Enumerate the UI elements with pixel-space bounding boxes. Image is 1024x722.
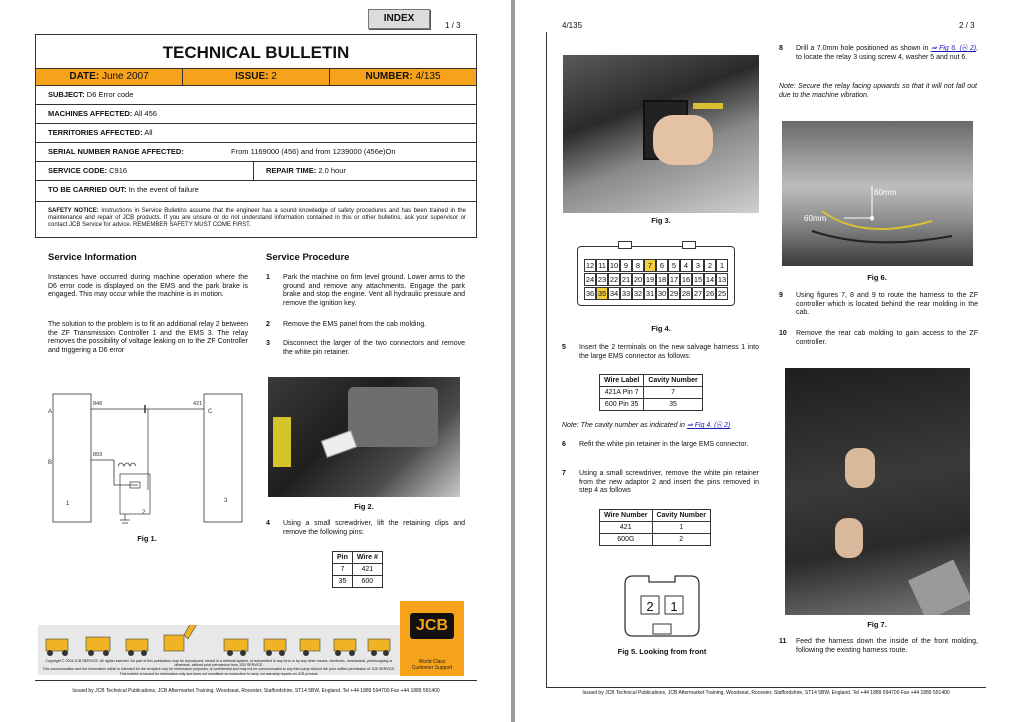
wire-421: 421 — [193, 401, 203, 407]
connector-cavity: 12 — [585, 261, 595, 270]
connector-cavity: 8 — [632, 259, 644, 272]
wire-table-1: Wire Label Cavity Number 421A Pin 7 7 600 Pin 35 35 — [599, 374, 703, 411]
connector-cavity: 33 — [621, 289, 631, 298]
connector-cavity: 28 — [681, 289, 691, 298]
fig1-num-1: 1 — [66, 501, 70, 507]
wire-848: 848 — [93, 401, 103, 407]
fig5-caption: Fig 5. Looking from front — [617, 647, 707, 656]
fig1-label-a: A — [48, 409, 53, 415]
fig4-connector — [577, 246, 735, 306]
connector-cavity: 24 — [585, 275, 595, 284]
bulletin-header-box — [35, 34, 477, 238]
connector-cavity: 7 — [644, 259, 656, 272]
connector-cavity: 31 — [645, 289, 655, 298]
bulletin-title: TECHNICAL BULLETIN — [162, 43, 350, 62]
fig3-caption: Fig 3. — [651, 216, 671, 225]
step-text: Remove the EMS panel from the cab molding. — [283, 321, 427, 328]
connector-cavity: 36 — [585, 289, 595, 298]
connector-cavity: 34 — [609, 289, 619, 298]
connector-row-bottom — [582, 287, 730, 301]
date-cell: DATE: June 2007 — [36, 69, 183, 85]
connector-cavity: 6 — [656, 259, 668, 272]
fig4-link[interactable]: ⇒ Fig 4. (⎘ 2) — [686, 422, 731, 429]
fig5-pin-1: 1 — [670, 599, 678, 614]
bulletin-meta-row — [36, 68, 476, 86]
page2-footer: Issued by JCB Technical Publications, JCB Aftermarket Training, Woodseat, Rocester, Staffordshire, ST14 5BW, England. Tel +44 1889 594700 Fax +44 1889 591400 — [582, 690, 950, 696]
footer-rule — [35, 680, 477, 681]
fig7-photo — [785, 368, 970, 615]
step-text: Remove the rear cab molding to gain access to the ZF controller. — [796, 330, 978, 346]
page-number: 2 / 3 — [959, 21, 975, 30]
fig1-num-3: 3 — [224, 498, 228, 504]
fig6-photo — [782, 121, 973, 266]
connector-cavity: 27 — [693, 289, 703, 298]
step-text: Disconnect the larger of the two connectors and remove the white pin retainer. — [283, 340, 465, 356]
fig6-caption: Fig 6. — [867, 273, 887, 282]
connector-cavity: 16 — [681, 275, 691, 284]
connector-cavity: 15 — [693, 275, 703, 284]
connector-cavity: 30 — [657, 289, 667, 298]
step-text: Drill a 7.0mm hole positioned as shown in ⇒ Fig 6. (⎘ 2), to locate the relay 3 using screw 4, washer 5 and nut 6. — [796, 45, 978, 61]
connector-cavity: 19 — [645, 275, 655, 284]
fig2-photo — [268, 377, 460, 497]
fig6-dim-horizontal: 60mm — [804, 214, 827, 223]
fig1-caption: Fig 1. — [137, 534, 157, 543]
connector-cavity: 22 — [609, 275, 619, 284]
step-number: 11 — [779, 638, 787, 645]
connector-cavity: 3 — [692, 259, 704, 272]
step-number: 6 — [562, 441, 566, 448]
step-number: 9 — [779, 292, 783, 299]
fig7-caption: Fig 7. — [867, 620, 887, 629]
step-number: 3 — [266, 340, 270, 347]
fig1-wiring-diagram — [48, 390, 248, 530]
page-number: 1 / 3 — [445, 21, 461, 30]
step-number: 4 — [266, 520, 270, 527]
pin-table: Pin Wire # 7 421 35 600 — [332, 551, 383, 588]
fig6-overlay — [782, 121, 973, 266]
step-text: Park the machine on firm level ground. Lower arms to the ground and remove any attachments. Engage the park brake and stop the engine. Vent all hydraulic pressure and remove the ignition key. — [283, 274, 465, 307]
note-relay: Note: Secure the relay facing upwards so that it will not fall out due to the machine vibration. — [779, 83, 977, 99]
fig6-link[interactable]: ⇒ Fig 6. (⎘ 2) — [930, 45, 977, 52]
carried-out-row: TO BE CARRIED OUT: In the event of failure — [36, 181, 476, 202]
connector-cavity: 13 — [717, 275, 727, 284]
jcb-logo-panel — [400, 601, 464, 676]
step-text: Insert the 2 terminals on the new salvage harness 1 into the large EMS connector as follows: — [579, 344, 759, 360]
yellow-trim — [273, 417, 291, 467]
hand-shape — [653, 115, 713, 165]
safety-notice: SAFETY NOTICE: Instructions in Service Bulletins assume that the engineer has a sound knowledge of safety procedures and has been trained in the maintenance and repair of JCB products. If you are unsure or do not understand information contained in this or other bulletins, ask your supervisor or contact JCB Service for advice. REMEMBER SAFETY MUST COME FIRST. — [48, 208, 466, 228]
step-text: Refit the white pin retainer in the large EMS connector. — [579, 441, 749, 448]
jcb-machines-illustration — [38, 625, 400, 659]
step-text: Using figures 7, 8 and 9 to route the harness to the ZF controller which is located behind the rear molding in the cab. — [796, 292, 978, 316]
connector-cavity: 4 — [680, 259, 692, 272]
connector-shape — [321, 430, 357, 458]
territories-row: TERRITORIES AFFECTED: All — [36, 124, 476, 143]
page1-footer: Issued by JCB Technical Publications, JCB Aftermarket Training, Woodseat, Rocester, Staffordshire, ST14 5BW, England. Tel +44 1889 594700 Fax +44 1889 591400 — [72, 688, 440, 694]
machine-strip — [38, 625, 400, 675]
connector-row-top — [582, 259, 730, 273]
service-code-row: SERVICE CODE: C916 REPAIR TIME: 2.0 hour — [36, 162, 476, 181]
panel-shape — [348, 387, 438, 447]
service-info-heading: Service Information — [48, 252, 137, 263]
fig6-dim-vertical: 60mm — [874, 188, 897, 197]
service-proc-heading: Service Procedure — [266, 252, 350, 263]
connector-row-mid — [582, 273, 730, 287]
footer-rule — [546, 687, 986, 688]
copyright-text: Copyright © 2004 JCB SERVICE. All rights reserved. No part of this publication may be reproduced, stored in a retrieval system, or transmitted in any form or by any other means, electronic, mechanical, photocopying or otherwise, without prior permission from JCB SERVICE. This communication and the information within is intended for the recipient only for information purposes, is confidential and may not be communicated to any third party without the prior written permission of JCB SERVICE. This bulletin is issued for information only and does not constitute an instruction to carry out warranty repairs on JCB product. — [42, 659, 396, 676]
doc-number: 4/135 — [562, 21, 583, 30]
connector-cavity: 9 — [620, 259, 632, 272]
machines-row: MACHINES AFFECTED: All 456 — [36, 105, 476, 124]
hand-shape — [835, 518, 863, 558]
step-number: 1 — [266, 274, 270, 281]
connector-cavity: 11 — [596, 259, 608, 272]
jcb-tagline-1: World Class — [418, 659, 446, 665]
index-button[interactable]: INDEX — [368, 9, 430, 29]
service-info-p1: Instances have occurred during machine operation where the D6 error code is displayed on the EMS and the park brake is engaged. This may occur while the machine is in motion. — [48, 274, 248, 298]
fig4-caption: Fig 4. — [651, 324, 671, 333]
service-info-p2: The solution to the problem is to fit an additional relay 2 between the ZF Transmission Controller 1 and the EMS 3. The relay removes the possibility of voltage leaking on to the ZF Controller and triggering a D6 error — [48, 321, 249, 354]
connector-cavity: 18 — [657, 275, 667, 284]
connector-cavity: 5 — [668, 259, 680, 272]
step-text: Using a small screwdriver, remove the white pin retainer from the new adaptor 2 and insert the pins removed in step 4 as follows — [579, 470, 759, 494]
step-number: 5 — [562, 344, 566, 351]
connector-cavity: 23 — [597, 275, 607, 284]
connector-cavity: 1 — [716, 259, 728, 272]
connector-cavity: 20 — [633, 275, 643, 284]
fig1-label-b: B — [48, 460, 53, 466]
step-number: 2 — [266, 321, 270, 328]
step-text: Using a small screwdriver, lift the retaining clips and remove the following pins: — [283, 520, 465, 536]
hand-shape — [845, 448, 875, 488]
connector-cavity: 10 — [609, 261, 619, 270]
step-number: 10 — [779, 330, 787, 337]
page-1 — [0, 0, 511, 722]
step-number: 7 — [562, 470, 566, 477]
zf-controller-box — [53, 394, 91, 522]
connector-cavity: 17 — [669, 275, 679, 284]
left-margin-rule — [546, 32, 547, 687]
serial-row: SERIAL NUMBER RANGE AFFECTED: From 1169000 (456) and from 1239000 (456e)On — [36, 143, 476, 162]
note-cavity: Note: The cavity number as indicated in ⇒ Fig 4. (⎘ 2) — [562, 422, 731, 429]
connector-cavity: 32 — [633, 289, 643, 298]
step-text: Feed the harness down the inside of the front molding, following the existing harness route. — [796, 638, 978, 654]
wire-table-2: Wire Number Cavity Number 421 1 600G 2 — [599, 509, 711, 546]
issue-cell: ISSUE: 2 — [183, 69, 330, 85]
jcb-tagline-2: Customer Support — [411, 665, 453, 671]
fig5-adaptor — [619, 570, 705, 644]
page-2 — [515, 0, 1024, 722]
wires-shape — [693, 103, 723, 109]
plate-shape — [908, 559, 970, 615]
connector-cavity: 35 — [597, 289, 607, 298]
fig3-photo — [563, 55, 759, 213]
number-cell: NUMBER: 4/135 — [365, 71, 441, 82]
fig2-caption: Fig 2. — [354, 502, 374, 511]
connector-cavity: 14 — [705, 275, 715, 284]
fig1-label-c: C — [208, 409, 213, 415]
wire-893: 893 — [93, 452, 103, 458]
connector-cavity: 26 — [705, 289, 715, 298]
subject-row: SUBJECT: D6 Error code — [36, 86, 476, 105]
connector-cavity: 25 — [717, 289, 727, 298]
step-number: 8 — [779, 45, 783, 52]
connector-cavity: 21 — [621, 275, 631, 284]
connector-cavity: 29 — [669, 289, 679, 298]
fig5-pin-2: 2 — [646, 599, 654, 614]
connector-cavity: 2 — [704, 259, 716, 272]
fig1-num-2: 2 — [142, 510, 146, 516]
jcb-logo: JCB — [410, 613, 454, 639]
